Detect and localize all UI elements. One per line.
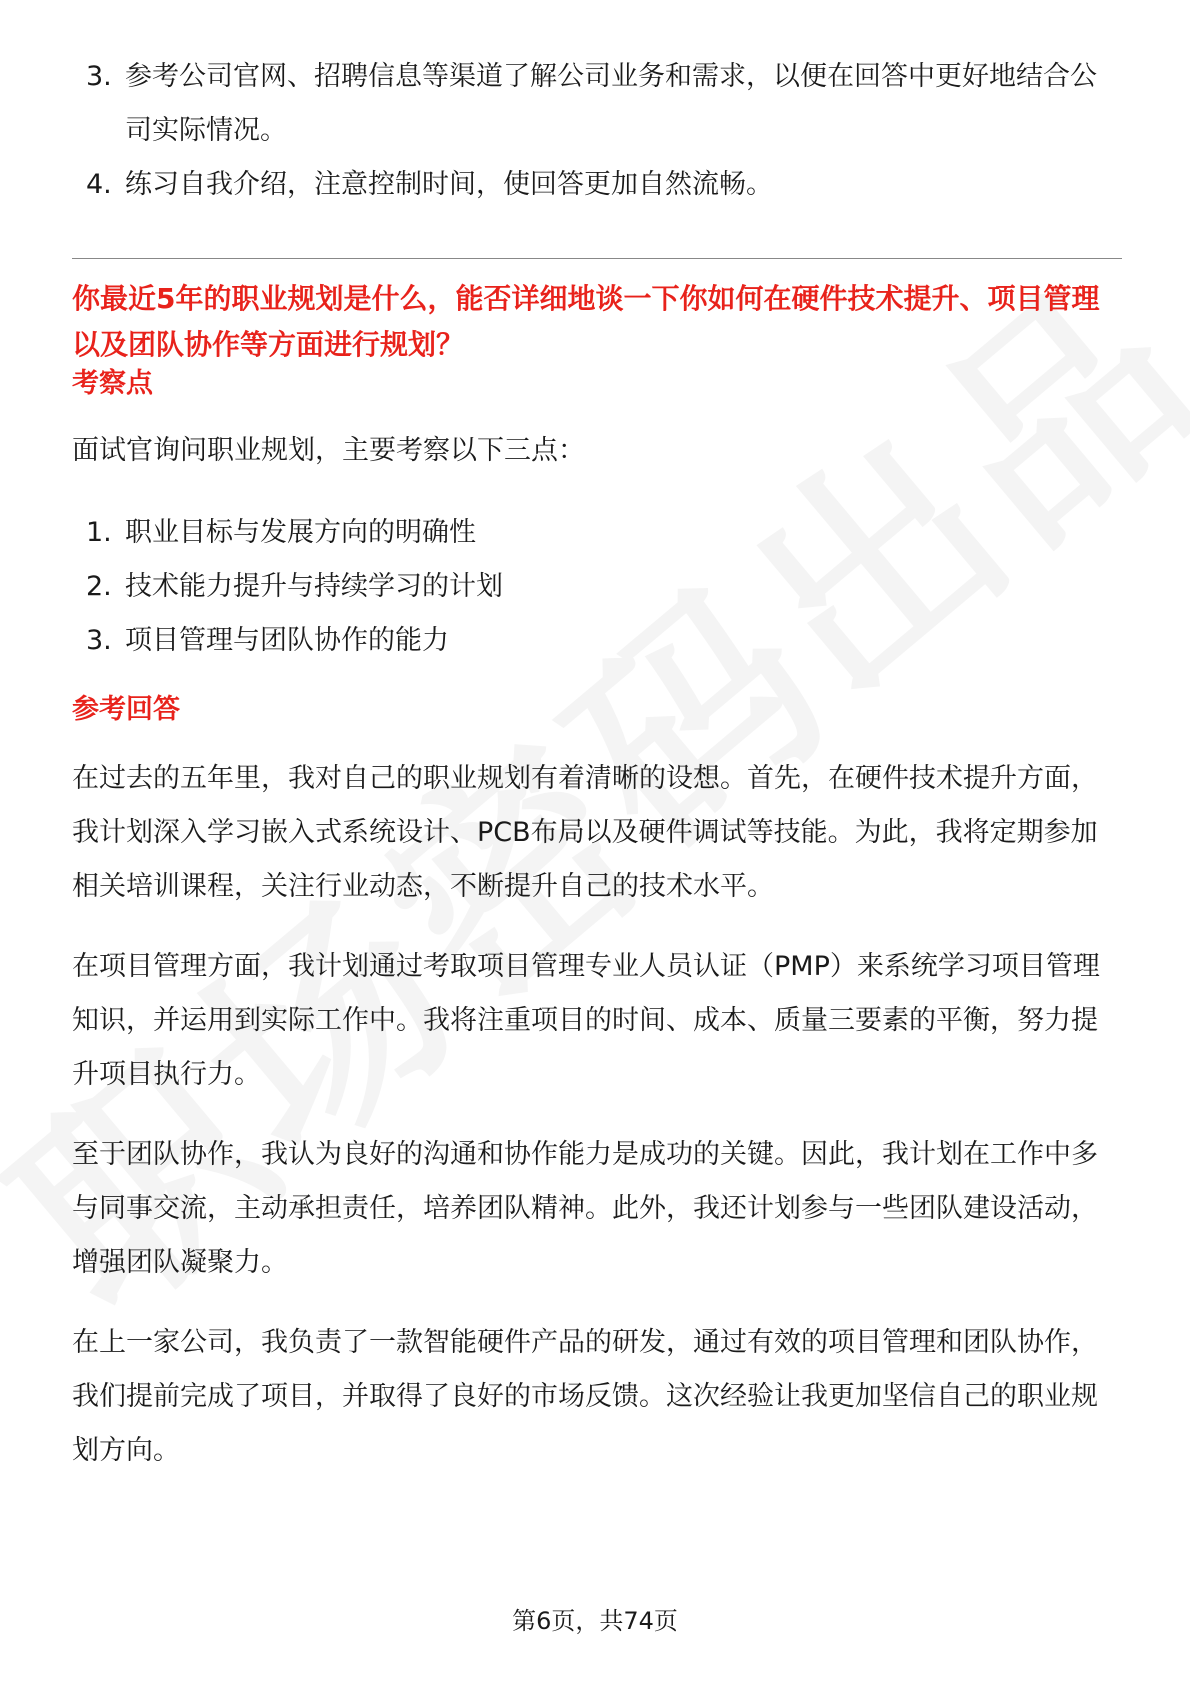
answer-paragraph: 在上一家公司，我负责了一款智能硬件产品的研发，通过有效的项目管理和团队协作，我们提前完成了项目，并取得了良好的市场反馈。这次经验让我更加坚信自己的职业规划方向。: [72, 1327, 1098, 1466]
list-item-number: 3.: [86, 625, 112, 656]
focus-list: [72, 506, 1122, 668]
question-heading: 你最近5年的职业规划是什么，能否详细地谈一下你如何在硬件技术提升、项目管理以及团队协作等方面进行规划？: [72, 282, 1100, 361]
section-label-focus: 考察点: [72, 368, 153, 399]
list-item: [72, 614, 1122, 668]
list-item-number: 3.: [86, 61, 112, 92]
list-item: [72, 506, 1122, 560]
list-item-text: 项目管理与团队协作的能力: [125, 625, 449, 656]
intro-paragraph: 面试官询问职业规划，主要考察以下三点：: [72, 435, 585, 466]
page-footer: 第6页，共74页: [512, 1607, 678, 1635]
top-list: [72, 50, 1122, 212]
list-item: [72, 158, 1122, 212]
list-item-text: 技术能力提升与持续学习的计划: [125, 571, 503, 602]
document-page: [72, 0, 1122, 1684]
answer-paragraph: 至于团队协作，我认为良好的沟通和协作能力是成功的关键。因此，我计划在工作中多与同事交流，主动承担责任，培养团队精神。此外，我还计划参与一些团队建设活动，增强团队凝聚力。: [72, 1139, 1098, 1278]
list-item-number: 2.: [86, 571, 112, 602]
list-item-number: 4.: [86, 169, 112, 200]
list-item-text: 职业目标与发展方向的明确性: [125, 517, 476, 548]
list-item: [72, 50, 1122, 158]
list-item-number: 1.: [86, 517, 112, 548]
list-item: [72, 560, 1122, 614]
answer-paragraph: 在项目管理方面，我计划通过考取项目管理专业人员认证（PMP）来系统学习项目管理知识，并运用到实际工作中。我将注重项目的时间、成本、质量三要素的平衡，努力提升项目执行力。: [72, 951, 1100, 1090]
section-label-answer: 参考回答: [72, 694, 180, 725]
answer-paragraph: 在过去的五年里，我对自己的职业规划有着清晰的设想。首先，在硬件技术提升方面，我计划深入学习嵌入式系统设计、PCB布局以及硬件调试等技能。为此，我将定期参加相关培训课程，关注行业动态，不断提升自己的技术水平。: [72, 763, 1098, 902]
section-divider: [72, 258, 1122, 259]
list-item-text: 参考公司官网、招聘信息等渠道了解公司业务和需求，以便在回答中更好地结合公司实际情况。: [125, 61, 1097, 146]
list-item-text: 练习自我介绍，注意控制时间，使回答更加自然流畅。: [125, 169, 773, 200]
